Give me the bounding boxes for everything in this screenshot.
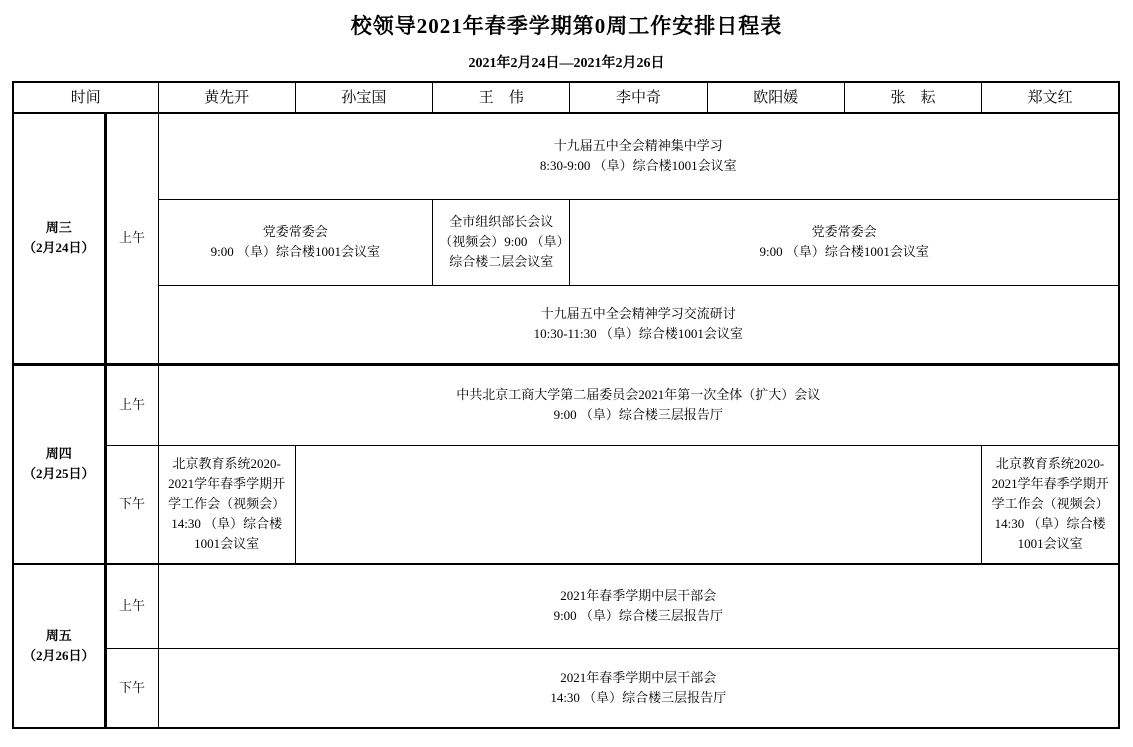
event-detail: 9:00 （阜）综合楼1001会议室 [759,244,929,259]
header-person-4: 李中奇 [570,82,707,113]
event-wed-plenum-seminar [158,285,1119,364]
header-row [13,82,1119,113]
event-title: 2021年春季学期中层干部会 [560,588,717,604]
header-person-3: 王 伟 [433,82,570,113]
schedule-table [12,81,1120,729]
event-thu-empty [295,445,981,564]
header-person-7: 郑文红 [982,82,1119,113]
event-fri-cadre-meeting-am [158,564,1119,648]
row-thu-pm [13,445,1119,564]
day-label-thu: 周四 [45,446,72,462]
row-fri-pm [13,648,1119,728]
event-title: 中共北京工商大学第二届委员会2021年第一次全体（扩大）会议 [456,387,821,402]
event-thu-plenary-meeting [158,364,1119,445]
event-wed-standing-committee-left [158,199,433,285]
day-label-wed: 周三 [45,220,72,236]
event-detail: 9:00 （阜）综合楼三层报告厅 [553,608,723,624]
event-detail: 10:30-11:30 （阜）综合楼1001会议室 [533,326,743,341]
day-date-thu: （2月25日） [22,466,95,482]
event-detail: 9:00 （阜）综合楼1001会议室 [210,244,380,259]
event-title: 党委常委会 [811,224,877,239]
day-date-fri: （2月26日） [22,648,95,663]
event-detail: 9:00 （阜）综合楼三层报告厅 [553,407,723,422]
event-title: 2021年春季学期中层干部会 [560,669,717,685]
event-detail: 8:30-9:00 （阜）综合楼1001会议室 [539,158,737,174]
row-wed-2 [13,199,1119,285]
row-thu-am [13,364,1119,445]
day-cell-thu [13,364,105,564]
event-thu-edu-system-left: 北京教育系统2020-2021学年春季学期开学工作会（视频会）14:30 （阜）综合楼1001会议室 [158,445,295,564]
row-fri-am [13,564,1119,648]
event-title: 党委常委会 [262,224,328,239]
day-label-fri: 周五 [45,628,72,643]
header-person-2: 孙宝国 [295,82,432,113]
event-thu-edu-system-right: 北京教育系统2020-2021学年春季学期开学工作会（视频会）14:30 （阜）综合楼1001会议室 [982,445,1119,564]
day-cell-fri [13,564,105,728]
event-detail: 14:30 （阜）综合楼三层报告厅 [550,689,727,705]
ampm-fri-pm: 下午 [105,648,158,728]
header-person-1: 黄先开 [158,82,295,113]
ampm-wed-am: 上午 [105,113,158,364]
day-date-wed: （2月24日） [22,240,95,256]
header-person-5: 欧阳媛 [707,82,844,113]
event-title: 十九届五中全会精神学习交流研讨 [540,306,736,321]
ampm-thu-pm: 下午 [105,445,158,564]
header-time: 时间 [13,82,158,113]
event-wed-plenum-study [158,113,1119,199]
page-title: 校领导2021年春季学期第0周工作安排日程表 [350,14,783,38]
event-wed-standing-committee-right [570,199,1119,285]
ampm-thu-am: 上午 [105,364,158,445]
date-range: 2021年2月24日—2021年2月26日 [468,56,665,71]
row-wed-1 [13,113,1119,199]
row-wed-3 [13,285,1119,364]
event-fri-cadre-meeting-pm [158,648,1119,728]
ampm-fri-am: 上午 [105,564,158,648]
event-wed-organization-meeting: 全市组织部长会议（视频会）9:00 （阜）综合楼二层会议室 [433,199,570,285]
header-person-6: 张 耘 [844,82,981,113]
day-cell-wed [13,113,105,364]
event-title: 十九届五中全会精神集中学习 [553,138,723,154]
